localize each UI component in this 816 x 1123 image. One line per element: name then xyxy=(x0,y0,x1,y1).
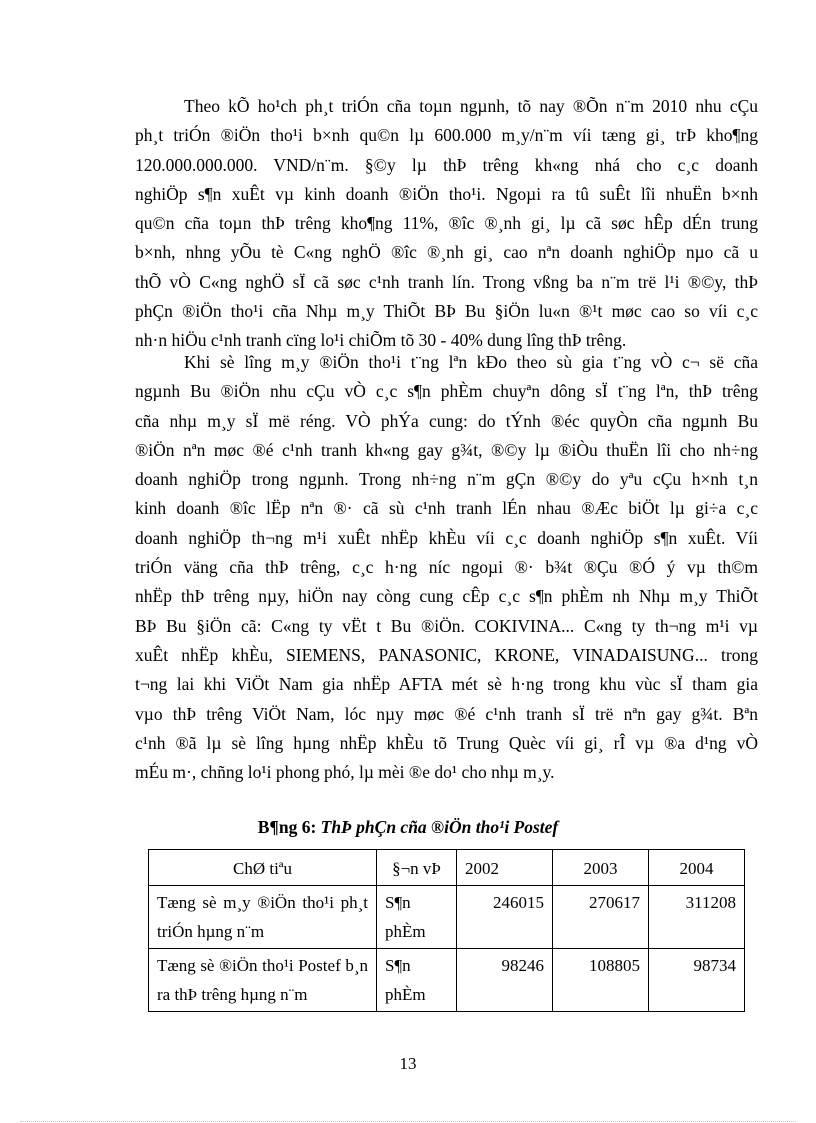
table-row xyxy=(149,949,745,1012)
paragraph-line: b×nh, nhng yÕu tè C«ng nghÖ ®îc ®¸nh gi¸ cao nªn doanh nghiÖp nµo cã u xyxy=(135,242,758,263)
paragraph-line: nghiÖp s¶n xuÊt vµ kinh doanh ®iÖn tho¹i. Ngoµi ra tû suÊt lîi nhuËn b×nh xyxy=(135,183,758,204)
paragraph-line: 120.000.000.000. VND/n¨m. §©y lµ thÞ trêng kh«ng nhá cho c¸c doanh xyxy=(135,154,758,175)
header-cell-2002: 2002 xyxy=(457,850,553,886)
row-unit-cell: S¶n phÈm xyxy=(377,949,457,1012)
row-value-2002: 246015 xyxy=(457,886,553,949)
table-row xyxy=(149,886,745,949)
row-label-cell: Tæng sè ®iÖn tho¹i Postef b¸n ra thÞ trêng hµng n¨m xyxy=(149,949,377,1012)
paragraph-line: ngµnh Bu ®iÖn nhu cÇu vÒ c¸c s¶n phÈm chuyªn dông sÏ t¨ng lªn, thÞ trêng xyxy=(135,381,758,402)
paragraph-line: kinh doanh ®îc lËp nªn ®· cã sù c¹nh tranh lÉn nhau ®Æc biÖt lµ gi÷a c¸c xyxy=(135,498,758,519)
header-cell-unit: §¬n vÞ xyxy=(377,850,457,886)
page-number: 13 xyxy=(399,1054,417,1073)
paragraph-line: c¹nh ®ã lµ sè lîng hµng nhËp khÈu tõ Trung Quèc víi gi¸ rÎ vµ ®a d¹ng vÒ xyxy=(135,732,758,753)
page-bottom-divider xyxy=(20,1121,796,1122)
paragraph-line: thÕ vÒ C«ng nghÖ sÏ cã søc c¹nh tranh lín. Trong vßng ba n¨m trë l¹i ®©y, thÞ xyxy=(135,271,758,292)
paragraph-line: doanh nghiÖp trong ngµnh. Trong nh÷ng n¨m gÇn ®©y do yªu cÇu h×nh t¸n xyxy=(135,469,758,490)
paragraph-line: doanh nghiÖp th¬ng m¹i xuÊt nhËp khÈu víi c¸c doanh nghiÖp s¶n xuÊt. Víi xyxy=(135,527,758,548)
header-cell-2003: 2003 xyxy=(553,850,649,886)
paragraph-line: BÞ Bu §iÖn cã: C«ng ty vËt t Bu ®iÖn. COKIVINA... C«ng ty th¬ng m¹i vµ xyxy=(135,615,758,636)
paragraph-line: ph¸t triÓn ®iÖn tho¹i b×nh qu©n lµ 600.000 m¸y/n¨m víi tæng gi¸ trÞ kho¶ng xyxy=(135,125,758,146)
body-paragraph-1 xyxy=(135,92,758,356)
table-caption-label: B¶ng 6: xyxy=(257,817,317,837)
paragraph-line: Theo kÕ ho¹ch ph¸t triÓn cña toµn ngµnh, tõ nay ®Õn n¨m 2010 nhu cÇu xyxy=(184,96,758,116)
row-unit-cell: S¶n phÈm xyxy=(377,886,457,949)
paragraph-line: mÉu m·, chñng lo¹i phong phó, lµ mèi ®e do¹ cho nhµ m¸y. xyxy=(135,762,555,783)
paragraph-line: triÓn väng cña thÞ trêng, c¸c h·ng níc ngoµi ®· b¾t ®Çu ®Ó ý vµ th©m xyxy=(135,557,758,578)
table-header-row xyxy=(149,850,745,886)
row-value-2003: 108805 xyxy=(553,949,649,1012)
paragraph-line: nh·n hiÖu c¹nh tranh cïng lo¹i chiÕm tõ 30 - 40% dung lîng thÞ trêng. xyxy=(135,330,627,351)
body-paragraph-2 xyxy=(135,348,758,787)
paragraph-line: xuÊt nhËp khÈu, SIEMENS, PANASONIC, KRONE, VINADAISUNG... trong xyxy=(135,644,758,665)
header-cell-2004: 2004 xyxy=(649,850,745,886)
row-label-cell: Tæng sè m¸y ®iÖn tho¹i ph¸t triÓn hµng n¨m xyxy=(149,886,377,949)
paragraph-line: ®iÖn nªn møc ®é c¹nh tranh kh«ng gay g¾t, ®©y lµ ®iÒu thuËn lîi cho nh÷ng xyxy=(135,439,758,460)
paragraph-line: qu©n cña toµn thÞ trêng kho¶ng 11%, ®îc ®¸nh gi¸ lµ cã søc hÊp dÉn trung xyxy=(135,213,758,234)
row-value-2004: 311208 xyxy=(649,886,745,949)
paragraph-line: Khi sè lîng m¸y ®iÖn tho¹i t¨ng lªn kÐo theo sù gia t¨ng vÒ c¬ së cña xyxy=(184,352,758,372)
paragraph-line: vµo thÞ trêng ViÖt Nam, lóc nµy møc ®é c¹nh tranh sÏ trë nªn gay g¾t. Bªn xyxy=(135,703,758,724)
market-share-table xyxy=(148,849,745,1012)
row-value-2004: 98734 xyxy=(649,949,745,1012)
table-caption-title: ThÞ phÇn cña ®iÖn tho¹i Postef xyxy=(320,817,559,837)
paragraph-line: cña nhµ m¸y sÏ më réng. VÒ phÝa cung: do tÝnh ®éc quyÒn cña ngµnh Bu xyxy=(135,410,758,431)
paragraph-line: t¬ng lai khi ViÖt Nam gia nhËp AFTA mét sè h·ng trong khu vùc sÏ tham gia xyxy=(135,674,758,695)
paragraph-line: phÇn ®iÖn tho¹i cña Nhµ m¸y ThiÕt BÞ Bu §iÖn lu«n ®¹t møc cao so víi c¸c xyxy=(135,301,758,322)
row-value-2003: 270617 xyxy=(553,886,649,949)
row-value-2002: 98246 xyxy=(457,949,553,1012)
header-cell-indicator: ChØ tiªu xyxy=(149,850,377,886)
paragraph-line: nhËp thÞ trêng nµy, hiÖn nay còng cung cÊp c¸c s¶n phÈm nh Nhµ m¸y ThiÕt xyxy=(135,586,758,607)
table-caption xyxy=(0,817,816,838)
